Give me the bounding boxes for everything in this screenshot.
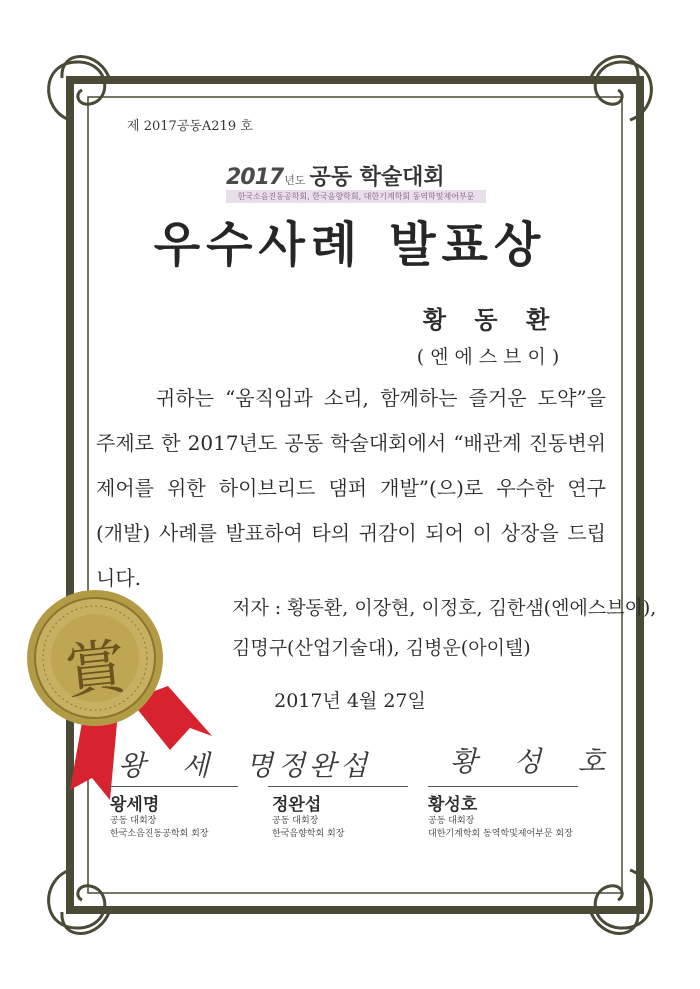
authors-line-1: 저자 : 황동환, 이장현, 이정호, 김한샘(엔에스브이),	[232, 597, 657, 619]
body-line: 제어를 위한 하이브리드 댐퍼 개발”(으)로 우수한 연구	[96, 476, 606, 500]
author-list	[232, 588, 656, 668]
signature-3: 황 성 호	[450, 745, 619, 778]
signatory-affiliation: 대한기계학회 동역학및제어부문 회장	[428, 829, 573, 839]
award-title-part1: 우수사례	[153, 217, 364, 273]
recipient-name: 황 동 환	[422, 305, 560, 334]
signatory-affiliation: 한국소음진동공학회 회장	[110, 829, 209, 839]
signature-line	[108, 786, 238, 787]
body-line: 니다.	[96, 566, 141, 590]
organizer-list: 한국소음진동공학회, 한국음향학회, 대한기계학회 동역학및제어부문	[226, 190, 486, 203]
seal-character: 賞	[62, 632, 130, 708]
signatory-role: 공동 대회장	[110, 816, 157, 826]
signatory-role: 공동 대회장	[428, 816, 475, 826]
certificate-body	[96, 376, 606, 601]
recipient-organization: (엔에스브이)	[416, 346, 566, 368]
event-year: 2017	[226, 165, 284, 190]
signatory-role: 공동 대회장	[272, 816, 319, 826]
corner-ornament-icon	[49, 870, 110, 934]
signature-line	[268, 786, 408, 787]
event-heading	[226, 160, 486, 190]
event-title: 공동 학술대회	[309, 165, 445, 190]
award-date: 2017년 4월 27일	[274, 690, 426, 712]
signatory-3	[428, 790, 573, 841]
signatory-name: 황성호	[428, 795, 478, 815]
event-year-suffix: 년도	[284, 174, 306, 187]
award-title-part2: 발표상	[389, 217, 547, 273]
signatory-1	[110, 790, 209, 841]
signatory-affiliation: 한국음향학회 회장	[272, 829, 345, 839]
signatory-name: 정완섭	[272, 795, 322, 815]
signature-line	[428, 786, 578, 787]
body-line: 주제로 한 2017년도 공동 학술대회에서 “배관계 진동변위	[96, 431, 606, 455]
authors-line-2: 김명구(산업기술대), 김병운(아이텔)	[232, 637, 531, 659]
body-line: (개발) 사례를 발표하여 타의 귀감이 되어 이 상장을 드립	[96, 521, 606, 545]
body-line: 귀하는 “움직임과 소리, 함께하는 즐거운 도약”을	[156, 386, 606, 410]
corner-ornament-icon	[49, 56, 110, 120]
signature-1: 왕 세 명	[118, 749, 287, 782]
signature-2: 정완섭	[278, 749, 372, 782]
certificate-number: 제 2017공동A219 호	[127, 119, 253, 134]
signatory-name: 왕세명	[110, 795, 160, 815]
signatory-2	[272, 790, 344, 841]
award-title	[0, 206, 700, 275]
